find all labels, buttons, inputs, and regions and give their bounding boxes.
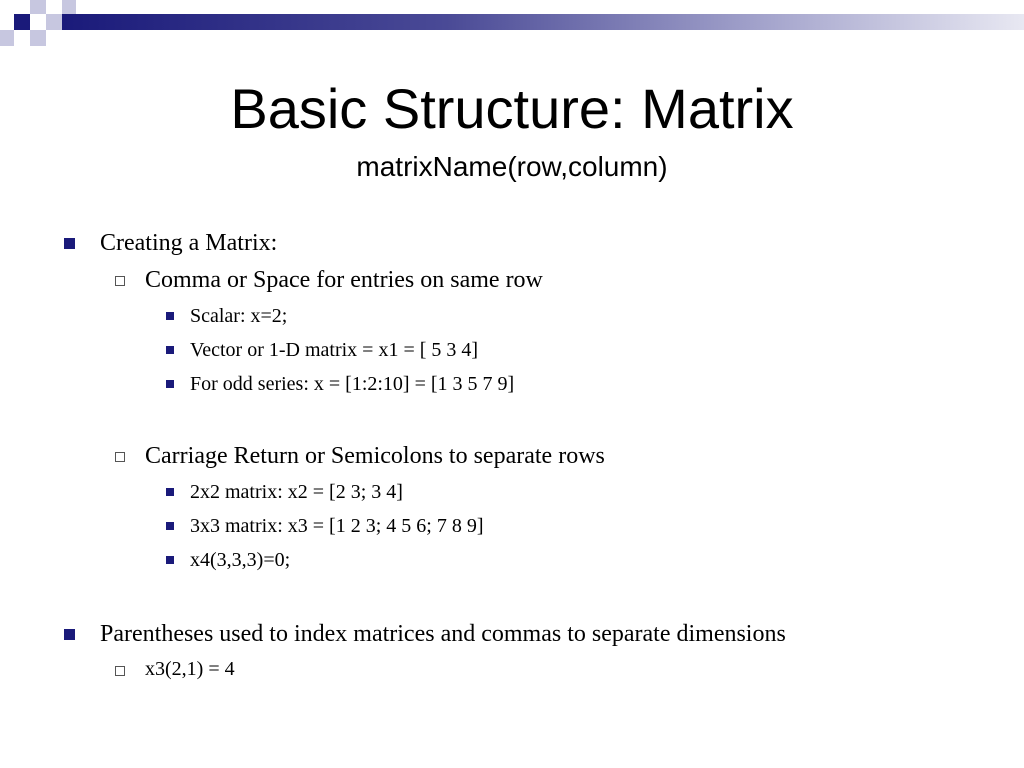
bullet-text: Carriage Return or Semicolons to separate rows [145,443,605,469]
bullet-text: Comma or Space for entries on same row [145,267,543,293]
bullet-square-icon [166,380,174,388]
bullet-text: 2x2 matrix: x2 = [2 3; 3 4] [190,481,403,503]
bullet-text: x3(2,1) = 4 [145,658,235,680]
bullet-hollow-square-icon [115,452,125,462]
bullet-square-icon [166,488,174,496]
bullet-hollow-square-icon [115,666,125,676]
bullet-square-icon [166,556,174,564]
decor-square [30,0,46,14]
decor-square [62,0,76,14]
bullet-text: 3x3 matrix: x3 = [1 2 3; 4 5 6; 7 8 9] [190,515,484,537]
bullet-square-icon [166,312,174,320]
bullet-square-icon [166,346,174,354]
bullet-text: Scalar: x=2; [190,305,288,327]
header-gradient-bar [62,14,1024,30]
bullet-text: For odd series: x = [1:2:10] = [1 3 5 7 9] [190,373,515,395]
slide-title: Basic Structure: Matrix [230,77,794,140]
decor-square [46,14,62,30]
decor-square [0,30,14,46]
decor-square [14,14,30,30]
bullet-square-icon [64,238,75,249]
bullet-text: x4(3,3,3)=0; [190,549,291,571]
bullet-square-icon [166,522,174,530]
bullet-text: Vector or 1-D matrix = x1 = [ 5 3 4] [190,339,479,361]
bullet-square-icon [64,629,75,640]
bullet-text: Parentheses used to index matrices and commas to separate dimensions [100,621,786,647]
decor-square [30,30,46,46]
slide-subtitle: matrixName(row,column) [356,151,668,182]
bullet-text: Creating a Matrix: [100,230,278,256]
bullet-hollow-square-icon [115,276,125,286]
